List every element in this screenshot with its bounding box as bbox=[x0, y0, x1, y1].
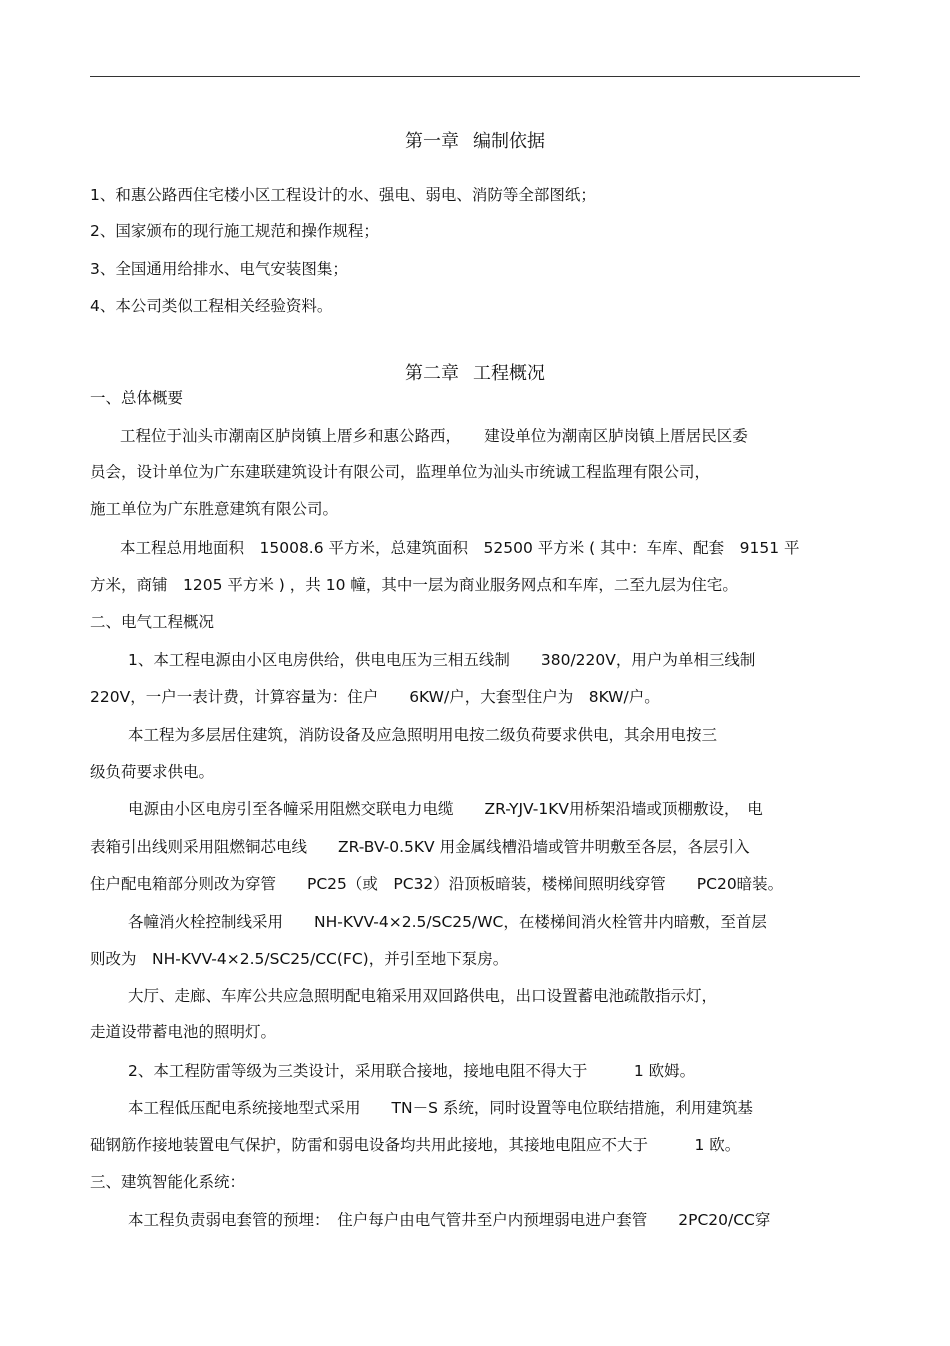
section-heading-intelligent: 三、建筑智能化系统： bbox=[90, 1173, 246, 1191]
section-heading-electrical: 二、电气工程概况 bbox=[90, 613, 215, 631]
paragraph-line: 础钢筋作接地装置电气保护，防雷和弱电设备均共用此接地，其接地电阻应不大于 1 欧。 bbox=[90, 1136, 741, 1154]
chapter-1-number: 第一章 bbox=[405, 131, 459, 152]
paragraph-line: 级负荷要求供电。 bbox=[90, 763, 215, 781]
paragraph-line: 本工程负责弱电套管的预埋： 住户每户由电气管井至户内预埋弱电进户套管 2PC20/CC穿 bbox=[128, 1211, 771, 1229]
chapter-1-name: 编制依据 bbox=[473, 131, 545, 152]
paragraph-line: 1、本工程电源由小区电房供给，供电电压为三相五线制 380/220V，用户为单相三线制 bbox=[128, 651, 756, 669]
paragraph-line: 工程位于汕头市潮南区胪岗镇上厝乡和惠公路西， 建设单位为潮南区胪岗镇上厝居民区委 bbox=[120, 427, 748, 445]
paragraph-line: 方米，商铺 1205 平方米 ) ，共 10 幢，其中一层为商业服务网点和车库，二至九层为住宅。 bbox=[90, 576, 738, 594]
paragraph-line: 员会，设计单位为广东建联建筑设计有限公司，监理单位为汕头市统诚工程监理有限公司， bbox=[90, 463, 711, 481]
paragraph-line: 大厅、走廊、车库公共应急照明配电箱采用双回路供电，出口设置蓄电池疏散指示灯， bbox=[128, 987, 718, 1005]
paragraph-line: 施工单位为广东胜意建筑有限公司。 bbox=[90, 500, 339, 518]
paragraph-line: 表箱引出线则采用阻燃铜芯电线 ZR-BV-0.5KV 用金属线槽沿墙或管井明敷至各层，各层引入 bbox=[90, 838, 750, 856]
paragraph-line: 住户配电箱部分则改为穿管 PC25（或 PC32）沿顶板暗装，楼梯间照明线穿管 PC20暗装。 bbox=[90, 875, 784, 893]
chapter-2-title bbox=[0, 362, 950, 386]
chapter-2-number: 第二章 bbox=[405, 363, 459, 384]
paragraph-line: 220V，一户一表计费，计算容量为：住户 6KW/户，大套型住户为 8KW/户。 bbox=[90, 688, 660, 706]
paragraph-line: 电源由小区电房引至各幢采用阻燃交联电力电缆 ZR-YJV-1KV用桥架沿墙或顶棚敷设， 电 bbox=[128, 800, 763, 818]
basis-item-3: 3、全国通用给排水、电气安装图集； bbox=[90, 260, 348, 278]
paragraph-line: 走道设带蓄电池的照明灯。 bbox=[90, 1023, 277, 1041]
paragraph-line: 本工程总用地面积 15008.6 平方米，总建筑面积 52500 平方米 ( 其中：车库、配套 9151 平 bbox=[120, 539, 800, 557]
basis-item-1: 1、和惠公路西住宅楼小区工程设计的水、强电、弱电、消防等全部图纸； bbox=[90, 186, 596, 204]
basis-item-2: 2、国家颁布的现行施工规范和操作规程； bbox=[90, 222, 379, 240]
header-rule bbox=[90, 76, 860, 77]
paragraph-line: 各幢消火栓控制线采用 NH-KVV-4×2.5/SC25/WC，在楼梯间消火栓管井内暗敷，至首层 bbox=[128, 913, 767, 931]
chapter-1-title bbox=[0, 130, 950, 154]
paragraph-line: 2、本工程防雷等级为三类设计，采用联合接地，接地电阻不得大于 1 欧姆。 bbox=[128, 1062, 696, 1080]
basis-item-4: 4、本公司类似工程相关经验资料。 bbox=[90, 297, 333, 315]
paragraph-line: 本工程为多层居住建筑，消防设备及应急照明用电按二级负荷要求供电，其余用电按三 bbox=[128, 726, 718, 744]
paragraph-line: 本工程低压配电系统接地型式采用 TN－S 系统，同时设置等电位联结措施，利用建筑基 bbox=[128, 1099, 753, 1117]
paragraph-line: 则改为 NH-KVV-4×2.5/SC25/CC(FC)，并引至地下泵房。 bbox=[90, 950, 509, 968]
chapter-2-name: 工程概况 bbox=[473, 363, 545, 384]
section-heading-overview: 一、总体概要 bbox=[90, 389, 184, 407]
